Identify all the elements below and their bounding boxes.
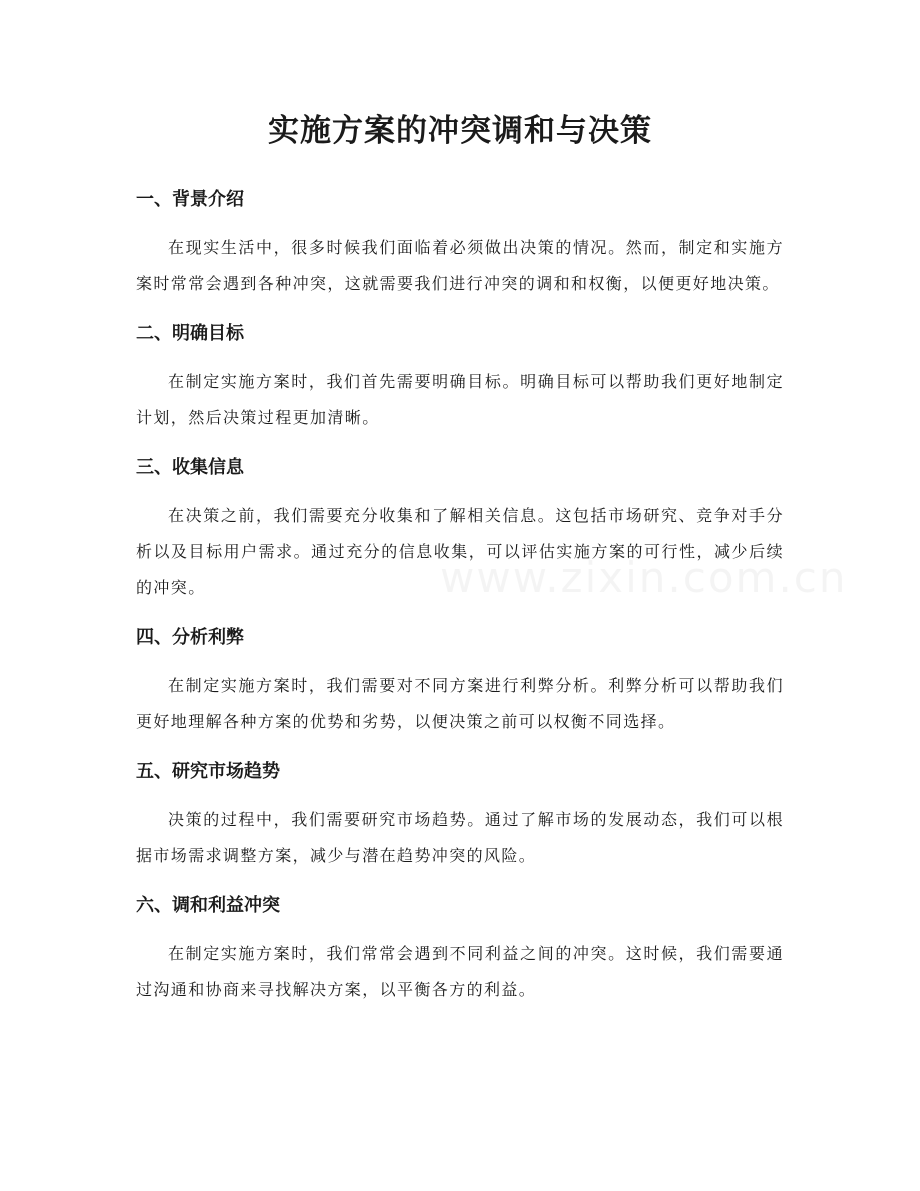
section-pros-cons bbox=[136, 623, 784, 740]
section-heading: 五、研究市场趋势 bbox=[136, 761, 280, 782]
section-information bbox=[136, 453, 784, 606]
section-heading: 二、明确目标 bbox=[136, 323, 244, 344]
section-market-trends bbox=[136, 757, 784, 874]
section-interest-conflicts bbox=[136, 891, 784, 1008]
section-heading: 三、收集信息 bbox=[136, 457, 244, 478]
section-background bbox=[136, 185, 784, 302]
section-paragraph: 在制定实施方案时，我们需要对不同方案进行利弊分析。利弊分析可以帮助我们更好地理解各种方案的优势和劣势，以便决策之前可以权衡不同选择。 bbox=[136, 676, 784, 731]
section-heading: 四、分析利弊 bbox=[136, 627, 244, 648]
section-goals bbox=[136, 319, 784, 436]
section-paragraph: 在制定实施方案时，我们常常会遇到不同利益之间的冲突。这时候，我们需要通过沟通和协商来寻找解决方案，以平衡各方的利益。 bbox=[136, 944, 784, 999]
section-paragraph: 在现实生活中，很多时候我们面临着必须做出决策的情况。然而，制定和实施方案时常常会遇到各种冲突，这就需要我们进行冲突的调和和权衡，以便更好地决策。 bbox=[136, 238, 784, 293]
page-title: 实施方案的冲突调和与决策 bbox=[268, 113, 652, 149]
section-heading: 一、背景介绍 bbox=[136, 189, 244, 210]
section-paragraph: 在制定实施方案时，我们首先需要明确目标。明确目标可以帮助我们更好地制定计划，然后决策过程更加清晰。 bbox=[136, 372, 784, 427]
section-heading: 六、调和利益冲突 bbox=[136, 895, 280, 916]
section-paragraph: 决策的过程中，我们需要研究市场趋势。通过了解市场的发展动态，我们可以根据市场需求调整方案，减少与潜在趋势冲突的风险。 bbox=[136, 810, 784, 865]
section-paragraph: 在决策之前，我们需要充分收集和了解相关信息。这包括市场研究、竞争对手分析以及目标用户需求。通过充分的信息收集，可以评估实施方案的可行性，减少后续的冲突。 bbox=[136, 506, 784, 597]
document-content bbox=[136, 185, 784, 1025]
